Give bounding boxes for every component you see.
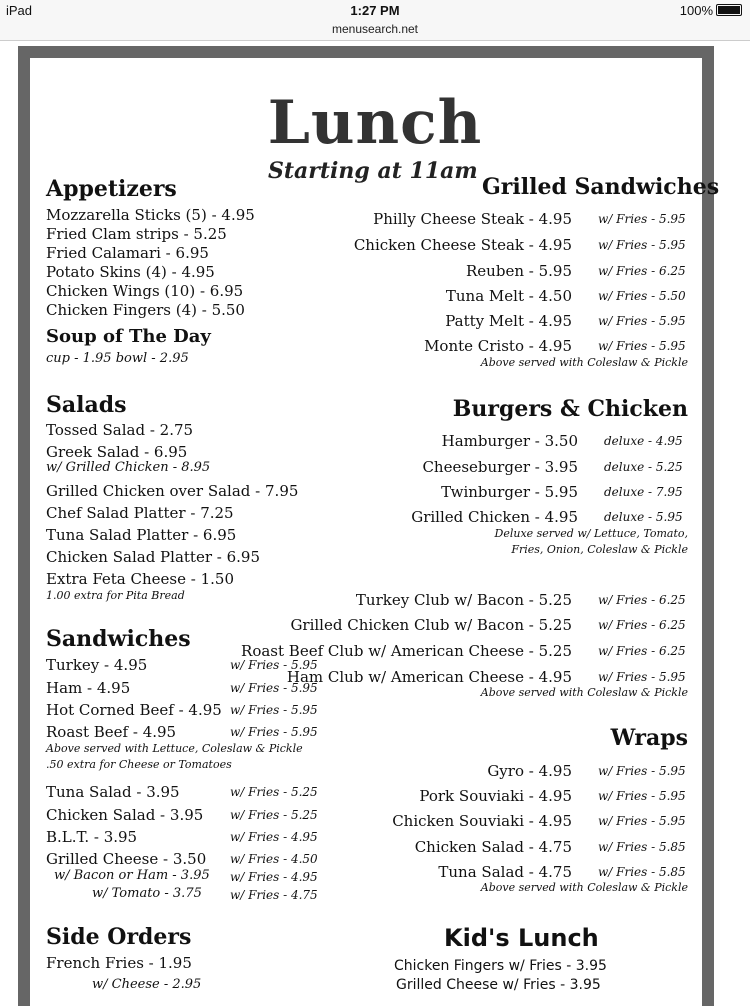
sandwich-fries-price: w/ Fries - 4.50	[230, 852, 318, 866]
grilled-fries-price: w/ Fries - 5.95	[598, 339, 686, 353]
burger-item: Twinburger - 5.95	[441, 483, 578, 501]
club-item: Grilled Chicken Club w/ Bacon - 5.25	[290, 616, 572, 634]
grilled-item: Monte Cristo - 4.95	[424, 337, 572, 355]
wrap-fries-price: w/ Fries - 5.95	[598, 789, 686, 803]
burgers-heading: Burgers & Chicken	[452, 396, 688, 422]
sandwich-item: Tuna Salad - 3.95	[46, 783, 180, 801]
soup-prices: cup - 1.95 bowl - 2.95	[46, 351, 189, 366]
wrap-item: Chicken Souviaki - 4.95	[392, 812, 572, 830]
wraps-heading: Wraps	[610, 725, 688, 751]
burger-item: Grilled Chicken - 4.95	[411, 508, 578, 526]
grilled-item: Philly Cheese Steak - 4.95	[373, 210, 572, 228]
burger-deluxe-price: deluxe - 7.95	[604, 485, 683, 499]
kids-item: Chicken Fingers w/ Fries - 3.95	[394, 958, 607, 974]
wrap-fries-price: w/ Fries - 5.85	[598, 840, 686, 854]
appetizer-item: Chicken Fingers (4) - 5.50	[46, 301, 245, 319]
grilled-fries-price: w/ Fries - 5.95	[598, 238, 686, 252]
sandwich-item: w/ Tomato - 3.75	[92, 886, 202, 901]
salad-item: Extra Feta Cheese - 1.50	[46, 570, 234, 588]
appetizer-item: Fried Clam strips - 5.25	[46, 225, 227, 243]
grilled-item: Patty Melt - 4.95	[445, 312, 572, 330]
burger-deluxe-price: deluxe - 5.25	[604, 460, 683, 474]
soup-heading: Soup of The Day	[46, 326, 211, 347]
grilled-item: Reuben - 5.95	[466, 262, 572, 280]
sandwich-fries-price: w/ Fries - 4.95	[230, 870, 318, 884]
burger-item: Hamburger - 3.50	[441, 432, 578, 450]
url-bar[interactable]: menusearch.net	[0, 22, 750, 41]
club-fries-price: w/ Fries - 6.25	[598, 593, 686, 607]
salad-item: Chicken Salad Platter - 6.95	[46, 548, 260, 566]
kids-lunch-heading: Kid's Lunch	[444, 924, 599, 952]
grilled-sandwiches-heading: Grilled Sandwiches	[482, 174, 720, 200]
wrap-fries-price: w/ Fries - 5.95	[598, 764, 686, 778]
sandwich-item: Ham - 4.95	[46, 679, 131, 697]
ios-status-bar	[0, 0, 750, 22]
grilled-item: Tuna Melt - 4.50	[445, 287, 572, 305]
battery-icon	[716, 4, 742, 16]
club-note: Above served with Coleslaw & Pickle	[480, 686, 688, 699]
appetizer-item: Mozzarella Sticks (5) - 4.95	[46, 206, 255, 224]
wrap-item: Gyro - 4.95	[487, 762, 572, 780]
sandwiches-heading: Sandwiches	[46, 626, 191, 652]
sandwich-item: w/ Bacon or Ham - 3.95	[54, 868, 210, 883]
side-order-item: w/ Cheese - 2.95	[92, 977, 202, 992]
grilled-item: Chicken Cheese Steak - 4.95	[353, 236, 572, 254]
burger-note: Fries, Onion, Coleslaw & Pickle	[511, 543, 688, 556]
grilled-fries-price: w/ Fries - 5.50	[598, 289, 686, 303]
appetizer-item: Fried Calamari - 6.95	[46, 244, 209, 262]
sandwich-item: Hot Corned Beef - 4.95	[46, 701, 222, 719]
side-order-item: French Fries - 1.95	[46, 954, 192, 972]
appetizer-item: Chicken Wings (10) - 6.95	[46, 282, 244, 300]
wrap-item: Tuna Salad - 4.75	[438, 863, 572, 881]
club-fries-price: w/ Fries - 5.95	[598, 670, 686, 684]
wrap-item: Pork Souviaki - 4.95	[419, 787, 572, 805]
grilled-fries-price: w/ Fries - 5.95	[598, 212, 686, 226]
club-fries-price: w/ Fries - 6.25	[598, 644, 686, 658]
appetizers-heading: Appetizers	[46, 176, 177, 202]
grilled-fries-price: w/ Fries - 5.95	[598, 314, 686, 328]
sandwich-fries-price: w/ Fries - 5.25	[230, 785, 318, 799]
sandwich-item: B.L.T. - 3.95	[46, 828, 138, 846]
menu-title: Lunch	[267, 88, 483, 158]
salad-item: Greek Salad - 6.95	[46, 443, 188, 461]
salad-note: 1.00 extra for Pita Bread	[46, 589, 185, 602]
sandwich-note: .50 extra for Cheese or Tomatoes	[46, 758, 232, 771]
salad-item: Grilled Chicken over Salad - 7.95	[46, 482, 299, 500]
salad-item: Chef Salad Platter - 7.25	[46, 504, 234, 522]
salads-heading: Salads	[46, 392, 127, 418]
wrap-note: Above served with Coleslaw & Pickle	[480, 881, 688, 894]
burger-item: Cheeseburger - 3.95	[422, 458, 578, 476]
side-orders-heading: Side Orders	[46, 924, 192, 950]
sandwich-item: Turkey - 4.95	[46, 656, 148, 674]
salad-item: Tossed Salad - 2.75	[46, 421, 194, 439]
grilled-fries-price: w/ Fries - 6.25	[598, 264, 686, 278]
clock: 1:27 PM	[350, 3, 400, 18]
sandwich-fries-price: w/ Fries - 5.25	[230, 808, 318, 822]
sandwich-item: Roast Beef - 4.95	[46, 723, 177, 741]
sandwich-note: Above served with Lettuce, Coleslaw & Pickle	[46, 742, 303, 755]
sandwich-item: Chicken Salad - 3.95	[46, 806, 204, 824]
appetizer-item: Potato Skins (4) - 4.95	[46, 263, 215, 281]
burger-note: Deluxe served w/ Lettuce, Tomato,	[494, 527, 688, 540]
club-item: Ham Club w/ American Cheese - 4.95	[286, 668, 572, 686]
device-label: iPad	[6, 3, 33, 18]
kids-item: Grilled Cheese w/ Fries - 3.95	[396, 977, 601, 993]
burger-deluxe-price: deluxe - 5.95	[604, 510, 683, 524]
sandwich-item: Grilled Cheese - 3.50	[46, 850, 207, 868]
sandwich-fries-price: w/ Fries - 5.95	[230, 681, 318, 695]
wrap-fries-price: w/ Fries - 5.85	[598, 865, 686, 879]
club-item: Turkey Club w/ Bacon - 5.25	[355, 591, 572, 609]
wrap-item: Chicken Salad - 4.75	[414, 838, 572, 856]
wrap-fries-price: w/ Fries - 5.95	[598, 814, 686, 828]
battery-indicator: 100%	[680, 3, 742, 18]
club-fries-price: w/ Fries - 6.25	[598, 618, 686, 632]
burger-deluxe-price: deluxe - 4.95	[604, 434, 683, 448]
club-item: Roast Beef Club w/ American Cheese - 5.25	[241, 642, 572, 660]
sandwich-fries-price: w/ Fries - 5.95	[230, 703, 318, 717]
sandwich-fries-price: w/ Fries - 4.75	[230, 888, 318, 902]
grilled-note: Above served with Coleslaw & Pickle	[480, 356, 688, 369]
sandwich-fries-price: w/ Fries - 5.95	[230, 725, 318, 739]
salad-item: Tuna Salad Platter - 6.95	[46, 526, 237, 544]
sandwich-fries-price: w/ Fries - 5.95	[230, 658, 318, 672]
sandwich-fries-price: w/ Fries - 4.95	[230, 830, 318, 844]
salad-item: w/ Grilled Chicken - 8.95	[46, 460, 211, 475]
menu-subtitle: Starting at 11am	[268, 158, 478, 184]
